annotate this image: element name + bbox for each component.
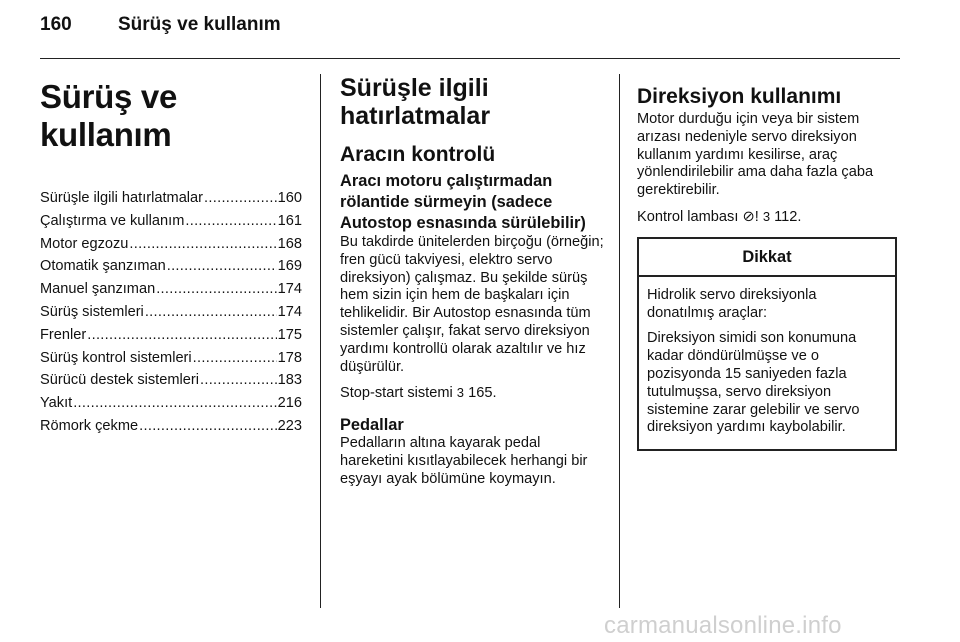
caution-box — [637, 237, 897, 451]
toc-item-title: Manuel şanzıman — [40, 281, 156, 298]
reference-page: 165. — [468, 385, 497, 402]
steering-warning-lamp-icon: ⊘! — [742, 208, 759, 225]
toc-item[interactable] — [40, 190, 302, 213]
toc-item[interactable] — [40, 236, 302, 259]
reference-arrow-icon: 3 — [762, 208, 771, 224]
toc-item[interactable] — [40, 372, 302, 395]
toc-item-page: 168 — [277, 235, 302, 252]
caution-title: Dikkat — [639, 239, 895, 277]
toc-item-title: Römork çekme — [40, 417, 139, 434]
driving-tips-column — [340, 74, 606, 489]
toc-item-title: Çalıştırma ve kullanım — [40, 212, 185, 229]
header-divider — [40, 58, 900, 59]
pedals-text: Pedalların altına kayarak pedal hareketini kısıtlayabilecek herhangi bir eşyayı ayak bölümüne koymayın. — [340, 435, 588, 487]
toc-leader — [204, 190, 277, 206]
reference-text: Kontrol lambası — [637, 208, 739, 225]
chapter-title: Sürüş ve kullanım — [40, 78, 177, 153]
toc-item[interactable] — [40, 281, 302, 304]
toc-item-title: Sürücü destek sistemleri — [40, 372, 199, 389]
toc-item[interactable] — [40, 304, 302, 327]
toc-item[interactable] — [40, 350, 302, 373]
idle-text: Bu takdirde ünitelerden birçoğu (örneğin; fren gücü takviyesi, elektro servo direksiyon) çalışmaz. Bu şekilde sürüş hem sizin için hem de başkaları için tehlikelidir. Bir Autostop esnasında tüm sistemler çalışır, fakat servo direksiyon yardımı kontrollü olarak azaltılır ve hız düşürülür. — [340, 234, 604, 375]
toc-item-page: 183 — [277, 372, 302, 389]
toc-leader — [129, 236, 276, 252]
column-divider-1 — [320, 74, 321, 608]
toc-leader — [200, 372, 277, 388]
toc-leader — [156, 281, 276, 297]
toc-leader — [193, 350, 277, 366]
toc-item[interactable] — [40, 418, 302, 441]
watermark: carmanualsonline.info — [604, 612, 842, 639]
running-header-title: Sürüş ve kullanım — [118, 14, 281, 35]
section-title-line2: hatırlatmalar — [340, 102, 491, 130]
pedals-heading: Pedallar — [340, 416, 404, 435]
toc-item-title: Otomatik şanzıman — [40, 258, 166, 275]
reference-page: 112. — [774, 208, 802, 225]
lamp-reference[interactable] — [637, 208, 901, 227]
toc-item-page: 223 — [277, 417, 302, 434]
steering-heading: Direksiyon kullanımı — [637, 85, 842, 108]
toc-item[interactable] — [40, 258, 302, 281]
column-divider-2 — [619, 74, 620, 608]
steering-column — [637, 84, 901, 451]
toc-item-title: Frenler — [40, 326, 87, 343]
idle-heading: Aracı motoru çalıştırmadan rölantide sürmeyin (sadece Autostop esnasında sürülebilir) — [340, 172, 586, 232]
toc-item-page: 216 — [277, 395, 302, 412]
toc-item-page: 161 — [277, 212, 302, 229]
control-heading: Aracın kontrolü — [340, 143, 496, 166]
toc-column — [40, 78, 302, 441]
page-number: 160 — [40, 14, 72, 35]
toc-item-page: 174 — [277, 281, 302, 298]
section-title — [340, 74, 606, 130]
reference-arrow-icon: 3 — [456, 385, 465, 401]
toc-item-page: 160 — [277, 190, 302, 206]
toc-item-page: 175 — [277, 326, 302, 343]
reference-text: Stop-start sistemi — [340, 385, 453, 402]
toc-leader — [145, 304, 277, 320]
toc-item[interactable] — [40, 213, 302, 236]
section-title-line1: Sürüşle ilgili — [340, 74, 489, 102]
stop-start-reference[interactable] — [340, 384, 606, 403]
toc-item-title: Motor egzozu — [40, 235, 129, 252]
toc-item-title: Yakıt — [40, 395, 73, 412]
caution-line-2: Direksiyon simidi son konumuna kadar döndürülmüşse ve o pozisyonda 15 saniyeden fazla tutulmuşsa, servo direksiyon sistemine zarar gelebilir ve servo direksiyon yardımı kaybolabilir. — [647, 330, 860, 436]
toc-leader — [73, 395, 276, 411]
steering-text: Motor durduğu için veya bir sistem arızası nedeniyle servo direksiyon kullanım yardımı kesilirse, araç yönlendirilebilir ama daha fazla çaba gerektirebilir. — [637, 111, 874, 199]
toc-item-page: 178 — [277, 349, 302, 366]
toc-item-title: Sürüşle ilgili hatırlatmalar — [40, 190, 204, 206]
toc-leader — [87, 327, 276, 343]
toc-item[interactable] — [40, 395, 302, 418]
toc-leader — [167, 258, 277, 274]
toc-item[interactable] — [40, 327, 302, 350]
caution-body — [639, 277, 895, 449]
toc-leader — [139, 418, 277, 434]
toc-list — [40, 190, 302, 441]
toc-item-page: 174 — [277, 303, 302, 320]
toc-item-page: 169 — [277, 258, 302, 275]
toc-item-title: Sürüş kontrol sistemleri — [40, 349, 192, 366]
toc-leader — [185, 213, 276, 229]
toc-item-title: Sürüş sistemleri — [40, 303, 144, 320]
caution-line-1: Hidrolik servo direksiyonla donatılmış araçlar: — [647, 286, 817, 321]
